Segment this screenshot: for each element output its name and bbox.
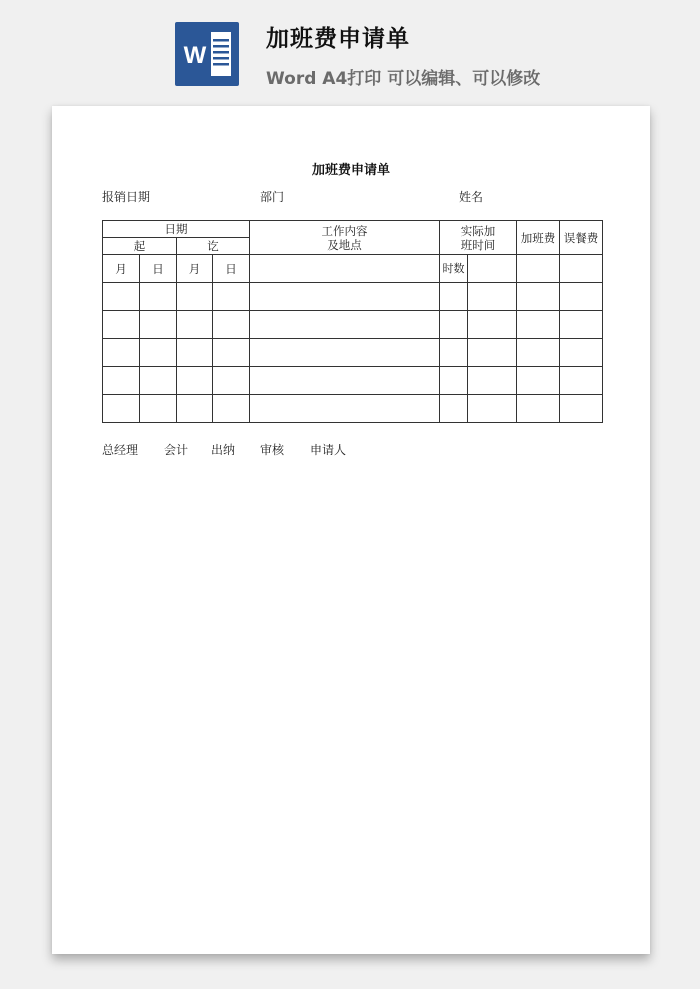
work-content-line2: 及地点 (327, 237, 362, 252)
table-cell (440, 395, 468, 423)
table-cell (213, 339, 250, 367)
table-cell (103, 311, 140, 339)
table-cell (250, 283, 440, 311)
table-cell (560, 367, 603, 395)
from-month-label: 月 (103, 255, 140, 283)
document-page (52, 106, 650, 954)
reviewer-label: 审核 (260, 443, 285, 457)
table-cell (213, 311, 250, 339)
to-header: 讫 (177, 238, 250, 255)
word-icon (175, 22, 239, 86)
table-cell (177, 367, 213, 395)
hours-cell (468, 255, 517, 283)
table-cell (103, 339, 140, 367)
cashier-label: 出纳 (211, 443, 236, 457)
from-header: 起 (103, 238, 177, 255)
work-content-line1: 工作内容 (321, 223, 368, 238)
applicant-label: 申请人 (310, 443, 347, 457)
table-cell (517, 283, 560, 311)
table-cell (468, 311, 517, 339)
table-cell (517, 395, 560, 423)
table-row (103, 311, 603, 339)
meal-pay-cell (560, 255, 603, 283)
table-cell (468, 367, 517, 395)
department-label: 部门 (260, 190, 285, 204)
table-cell (103, 395, 140, 423)
table-body (103, 283, 603, 423)
table-cell (440, 367, 468, 395)
table-row (103, 367, 603, 395)
table-cell (560, 283, 603, 311)
from-day-label: 日 (140, 255, 177, 283)
header-title: 加班费申请单 (266, 26, 410, 52)
to-day-label: 日 (213, 255, 250, 283)
table-cell (177, 395, 213, 423)
table-cell (103, 367, 140, 395)
meal-pay-header: 误餐费 (560, 221, 603, 255)
table-row (103, 339, 603, 367)
table-row (103, 283, 603, 311)
table-cell (560, 339, 603, 367)
work-content-header (250, 221, 440, 255)
table-cell (517, 339, 560, 367)
name-label: 姓名 (459, 190, 484, 204)
table-cell (440, 339, 468, 367)
table-cell (140, 283, 177, 311)
document-title: 加班费申请单 (311, 163, 390, 178)
to-month-label: 月 (177, 255, 213, 283)
overtime-table (102, 220, 603, 423)
word-icon-letter: W (183, 42, 207, 69)
table-cell (177, 311, 213, 339)
actual-ot-header (440, 221, 517, 255)
table-cell (468, 283, 517, 311)
table-cell (560, 311, 603, 339)
table-cell (250, 311, 440, 339)
actual-ot-line1: 实际加 (460, 223, 496, 238)
table-cell (250, 339, 440, 367)
ot-pay-cell (517, 255, 560, 283)
accountant-label: 会计 (164, 443, 189, 457)
date-header: 日期 (103, 221, 250, 238)
table-cell (213, 367, 250, 395)
reimburse-date-label: 报销日期 (102, 190, 151, 204)
table-cell (140, 395, 177, 423)
table-cell (250, 367, 440, 395)
table-cell (560, 395, 603, 423)
table-row (103, 395, 603, 423)
table-cell (140, 339, 177, 367)
actual-ot-line2: 班时间 (460, 237, 496, 252)
table-cell (177, 339, 213, 367)
table-cell (213, 283, 250, 311)
hours-label: 时数 (440, 255, 468, 283)
table-cell (140, 367, 177, 395)
table-cell (177, 283, 213, 311)
table-cell (468, 395, 517, 423)
ot-pay-header: 加班费 (517, 221, 560, 255)
table-cell (517, 311, 560, 339)
gm-label: 总经理 (102, 443, 139, 457)
table-cell (517, 367, 560, 395)
header-subtitle: Word A4打印 可以编辑、可以修改 (266, 69, 541, 89)
work-content-cell (250, 255, 440, 283)
table-cell (468, 339, 517, 367)
table-cell (440, 311, 468, 339)
table-cell (103, 283, 140, 311)
table-cell (140, 311, 177, 339)
table-cell (213, 395, 250, 423)
table-cell (250, 395, 440, 423)
table-cell (440, 283, 468, 311)
